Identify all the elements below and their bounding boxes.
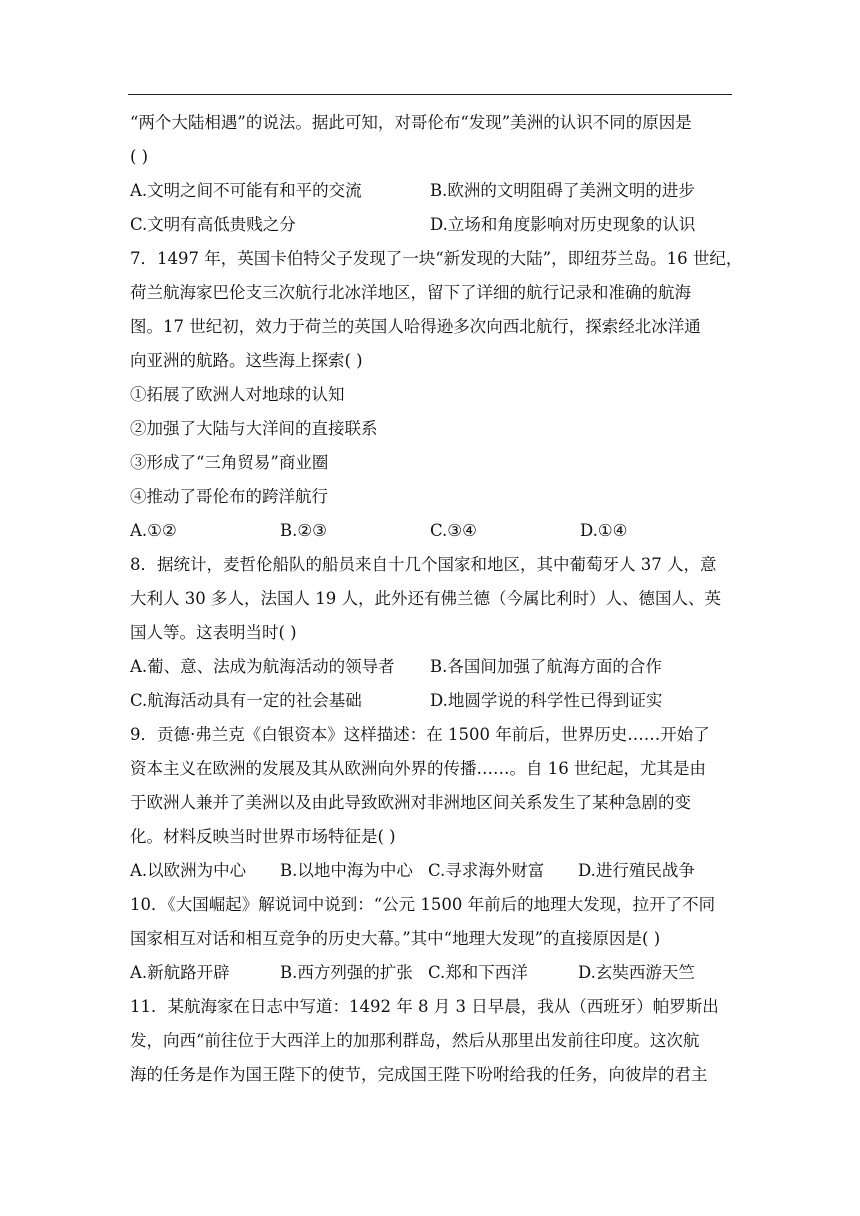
q10-option-b: B.西方列强的扩张 [280, 963, 413, 982]
q8-stem-line: 大利人 30 多人，法国人 19 人，此外还有佛兰德（今属比利时）人、德国人、英 [130, 589, 721, 608]
q6-option-a: A.文明之间不可能有和平的交流 [130, 181, 362, 200]
header-rule [128, 94, 732, 95]
q10-options-row [130, 956, 734, 990]
q10-stem-line: 10．《大国崛起》解说词中说到：“公元 1500 年前后的地理大发现，拉开了不同 [130, 895, 716, 914]
q8-options-row [130, 650, 734, 684]
q10-option-d: D.玄奘西游天竺 [578, 963, 695, 982]
q6-option-c: C.文明有高低贵贱之分 [130, 215, 296, 234]
q8-stem-line: 8．据统计，麦哲伦船队的船员来自十几个国家和地区，其中葡萄牙人 37 人，意 [130, 555, 717, 574]
q7-option-d: D.①④ [580, 521, 628, 540]
q8-stem-line: 国人等。这表明当时( ) [130, 623, 297, 642]
q7-item: ④推动了哥伦布的跨洋航行 [130, 487, 328, 506]
q6-options-row [130, 174, 734, 208]
q8-option-c: C.航海活动具有一定的社会基础 [130, 691, 362, 710]
q7-stem-line: 荷兰航海家巴伦支三次航行北冰洋地区，留下了详细的航行记录和准确的航海 [130, 283, 691, 302]
q7-option-b: B.②③ [280, 521, 327, 540]
q11-stem-line: 发，向西“前往位于大西洋上的加那利群岛，然后从那里出发前往印度。这次航 [130, 1031, 700, 1050]
q7-item: ③形成了“三角贸易”商业圈 [130, 453, 329, 472]
q8-options-row [130, 684, 734, 718]
q7-stem-line: 图。17 世纪初，效力于荷兰的英国人哈得逊多次向西北航行，探索经北冰洋通 [130, 317, 701, 336]
q7-options-row [130, 514, 734, 548]
q7-stem-line: 7．1497 年，英国卡伯特父子发现了一块“新发现的大陆”，即纽芬兰岛。16 世纪， [130, 249, 743, 268]
q11-stem-line: 海的任务是作为国王陛下的使节，完成国王陛下吩咐给我的任务，向彼岸的君主 [130, 1065, 708, 1084]
q11-stem-line: 11．某航海家在日志中写道：1492 年 8 月 3 日早晨，我从（西班牙）帕罗斯出 [130, 997, 719, 1016]
q10-option-a: A.新航路开辟 [130, 963, 230, 982]
q9-stem-line: 化。材料反映当时世界市场特征是( ) [130, 827, 396, 846]
q9-stem-line: 9．贡德·弗兰克《白银资本》这样描述：在 1500 年前后，世界历史……开始了 [130, 725, 710, 744]
q9-option-d: D.进行殖民战争 [578, 861, 695, 880]
q9-options-row [130, 854, 734, 888]
q6-option-b: B.欧洲的文明阻碍了美洲文明的进步 [430, 181, 695, 200]
q9-stem-line: 资本主义在欧洲的发展及其从欧洲向外界的传播……。自 16 世纪起，尤其是由 [130, 759, 706, 778]
q6-stem-line: ( ) [130, 147, 149, 166]
question-content [130, 106, 743, 1092]
q9-option-c: C.寻求海外财富 [428, 861, 545, 880]
q8-option-b: B.各国间加强了航海方面的合作 [430, 657, 662, 676]
q9-option-b: B.以地中海为中心 [280, 861, 413, 880]
q6-options-row [130, 208, 734, 242]
q10-option-c: C.郑和下西洋 [428, 963, 528, 982]
q7-item: ②加强了大陆与大洋间的直接联系 [130, 419, 378, 438]
q7-stem-line: 向亚洲的航路。这些海上探索( ) [130, 351, 363, 370]
q10-stem-line: 国家相互对话和相互竞争的历史大幕。”其中“地理大发现”的直接原因是( ) [130, 929, 661, 948]
q6-stem-line: “两个大陆相遇”的说法。据此可知，对哥伦布“发现”美洲的认识不同的原因是 [130, 113, 692, 132]
q9-option-a: A.以欧洲为中心 [130, 861, 247, 880]
q7-option-c: C.③④ [430, 521, 477, 540]
q7-item: ①拓展了欧洲人对地球的认知 [130, 385, 345, 404]
q8-option-d: D.地圆学说的科学性已得到证实 [430, 691, 663, 710]
q6-option-d: D.立场和角度影响对历史现象的认识 [430, 215, 696, 234]
q8-option-a: A.葡、意、法成为航海活动的领导者 [130, 657, 395, 676]
q9-stem-line: 于欧洲人兼并了美洲以及由此导致欧洲对非洲地区间关系发生了某种急剧的变 [130, 793, 691, 812]
q7-option-a: A.①② [130, 521, 177, 540]
